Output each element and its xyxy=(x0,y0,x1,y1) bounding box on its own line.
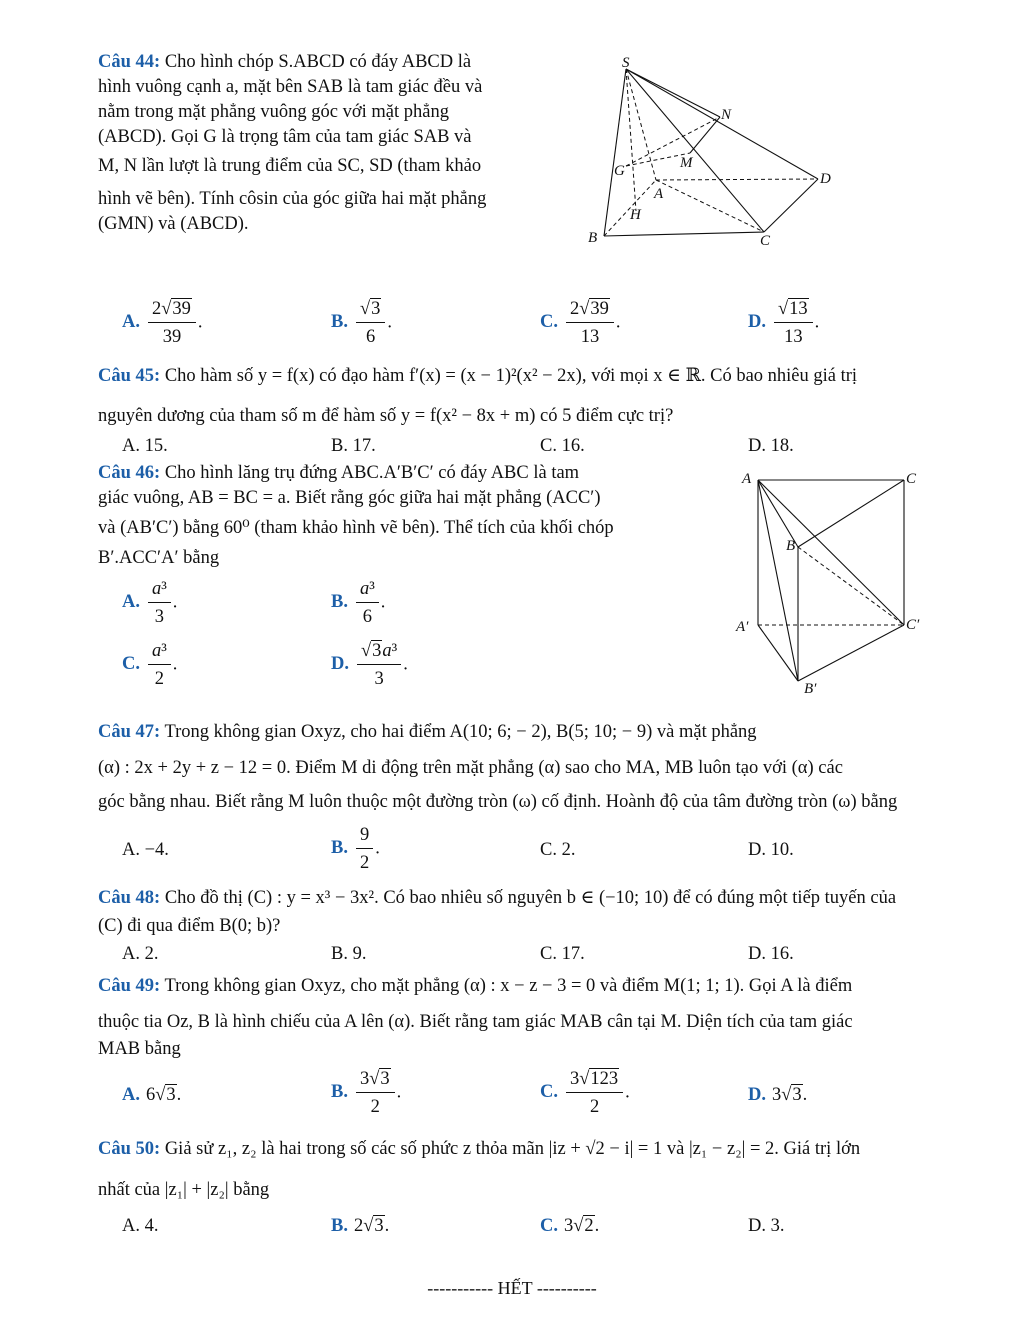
q47-line-1: Câu 47: Trong không gian Oxyz, cho hai điểm A(10; 6; − 2), B(5; 10; − 9) và mặt phẳng xyxy=(98,722,757,742)
q47-label: Câu 47: xyxy=(98,722,161,742)
q46-line-3: và (AB′C′) bằng 60⁰ (tham khảo hình vẽ bên). Thể tích của khối chóp xyxy=(98,518,614,538)
fig44-label-g: G xyxy=(614,163,625,179)
q44-pyramid-figure xyxy=(580,55,840,250)
q50-option-c[interactable]: C. 3√2. xyxy=(540,1216,600,1236)
q47-option-d[interactable]: D. 10. xyxy=(748,840,794,860)
q50-option-d[interactable]: D. 3. xyxy=(748,1216,785,1236)
end-marker: ----------- HẾT ---------- xyxy=(427,1278,597,1298)
q45-option-d[interactable]: D. 18. xyxy=(748,436,794,456)
q49-option-d[interactable]: D. 3√3. xyxy=(748,1085,808,1105)
fig46-label-a: A xyxy=(742,471,752,487)
fig46-label-c1: C′ xyxy=(906,617,920,633)
q50-label: Câu 50: xyxy=(98,1139,161,1159)
q46-line-2: giác vuông, AB = BC = a. Biết rằng góc giữa hai mặt phẳng (ACC′) xyxy=(98,488,601,508)
q50-option-b[interactable]: B. 2√3. xyxy=(331,1216,390,1236)
q45-line-2: nguyên dương của tham số m để hàm số y = f(x² − 8x + m) có 5 điểm cực trị? xyxy=(98,406,674,426)
fig44-label-a: A xyxy=(654,186,664,202)
fig46-label-c: C xyxy=(906,471,917,487)
q47-option-b[interactable]: B. $\frac{9}{2}$ . xyxy=(331,825,380,873)
q44-option-d[interactable]: D. $\frac{√13}{13}$ . xyxy=(748,299,820,347)
q44-line-6: hình vẽ bên). Tính côsin của góc giữa hai mặt phẳng xyxy=(98,189,487,209)
fig44-label-n: N xyxy=(721,107,732,123)
q44-option-b[interactable]: B. $\frac{√3}{6}$ . xyxy=(331,299,392,347)
fig44-label-h: H xyxy=(630,207,641,223)
q48-option-c[interactable]: C. 17. xyxy=(540,944,585,964)
q46-option-c[interactable]: C. $\frac{\text{a³}}{2}$ . xyxy=(122,641,178,689)
q45-option-b[interactable]: B. 17. xyxy=(331,436,376,456)
q49-label: Câu 49: xyxy=(98,976,161,996)
q46-line-1: Câu 46: Cho hình lăng trụ đứng ABC.A′B′C′ có đáy ABC là tam xyxy=(98,463,580,483)
q44-line-4: (ABCD). Gọi G là trọng tâm của tam giác SAB và xyxy=(98,127,472,147)
q45-option-c[interactable]: C. 16. xyxy=(540,436,585,456)
q44-option-a[interactable]: A. $\frac{2√39}{39}$ . xyxy=(122,299,203,347)
fig44-label-c: C xyxy=(760,233,771,249)
q49-option-a[interactable]: A. 6√3. xyxy=(122,1085,182,1105)
fig44-label-b: B xyxy=(588,230,598,246)
q44-line-7: (GMN) và (ABCD). xyxy=(98,214,249,234)
q48-option-b[interactable]: B. 9. xyxy=(331,944,367,964)
q45-label: Câu 45: xyxy=(98,366,161,386)
q47-option-c[interactable]: C. 2. xyxy=(540,840,576,860)
q46-option-b[interactable]: B. $\frac{\text{a³}}{6}$ . xyxy=(331,579,386,627)
q45-line-1: Câu 45: Cho hàm số y = f(x) có đạo hàm f′(x) = (x − 1)²(x² − 2x), với mọi x ∈ ℝ. Có bao nhiêu giá trị xyxy=(98,366,858,386)
q48-label: Câu 48: xyxy=(98,888,161,908)
q49-option-c[interactable]: C. $\frac{3√123}{2}$ . xyxy=(540,1069,630,1117)
q49-line-3: MAB bằng xyxy=(98,1039,181,1059)
fig44-label-s: S xyxy=(622,55,630,71)
q44-line-2: hình vuông cạnh a, mặt bên SAB là tam giác đều và xyxy=(98,77,483,97)
q47-line-3: góc bằng nhau. Biết rằng M luôn thuộc một đường tròn (ω) cố định. Hoành độ của tâm đường tròn (ω) bằng xyxy=(98,792,898,812)
q46-prism-figure xyxy=(730,465,930,700)
q48-line-1: Câu 48: Cho đồ thị (C) : y = x³ − 3x². Có bao nhiêu số nguyên b ∈ (−10; 10) để có đúng một tiếp tuyến của xyxy=(98,888,897,908)
q48-line-2: (C) đi qua điểm B(0; b)? xyxy=(98,916,281,936)
q46-line-4: B′.ACC′A′ bằng xyxy=(98,548,220,568)
fig46-label-a1: A′ xyxy=(736,619,749,635)
q48-option-a[interactable]: A. 2. xyxy=(122,944,159,964)
q46-option-a[interactable]: A. $\frac{\text{a³}}{3}$ . xyxy=(122,579,178,627)
fig44-label-m: M xyxy=(680,155,693,171)
q44-option-c[interactable]: C. $\frac{2√39}{13}$ . xyxy=(540,299,621,347)
fig46-label-b: B xyxy=(786,538,796,554)
q44-line-3: nằm trong mặt phẳng vuông góc với mặt phẳng xyxy=(98,102,449,122)
fig44-label-d: D xyxy=(820,171,831,187)
q49-line-1: Câu 49: Trong không gian Oxyz, cho mặt phẳng (α) : x − z − 3 = 0 và điểm M(1; 1; 1). Gọi A là điểm xyxy=(98,976,853,996)
q48-option-d[interactable]: D. 16. xyxy=(748,944,794,964)
q44-label: Câu 44: xyxy=(98,52,161,72)
q44-line-1: Câu 44: Cho hình chóp S.ABCD có đáy ABCD là xyxy=(98,52,472,72)
q49-option-b[interactable]: B. $\frac{3√3}{2}$ . xyxy=(331,1069,402,1117)
q47-option-a[interactable]: A. −4. xyxy=(122,840,169,860)
q45-option-a[interactable]: A. 15. xyxy=(122,436,168,456)
q46-label: Câu 46: xyxy=(98,463,161,483)
q47-line-2: (α) : 2x + 2y + z − 12 = 0. Điểm M di động trên mặt phẳng (α) sao cho MA, MB luôn tạo với (α) các xyxy=(98,758,843,778)
q49-line-2: thuộc tia Oz, B là hình chiếu của A lên (α). Biết rằng tam giác MAB cân tại M. Diện tích của tam giác xyxy=(98,1012,853,1032)
q46-option-d[interactable]: D. $\frac{\text{√3a³}}{3}$ . xyxy=(331,641,408,689)
q50-line-1: Câu 50: Giả sử z₁, z₂ là hai trong số các số phức z thỏa mãn |iz + √2 − i| = 1 và |z₁ − z₂| = 2. Giá trị lớn xyxy=(98,1139,861,1159)
fig46-label-b1: B′ xyxy=(804,681,817,697)
q50-option-a[interactable]: A. 4. xyxy=(122,1216,159,1236)
q44-line-5: M, N lần lượt là trung điểm của SC, SD (tham khảo xyxy=(98,156,482,176)
q50-line-2: nhất của |z₁| + |z₂| bằng xyxy=(98,1180,270,1200)
